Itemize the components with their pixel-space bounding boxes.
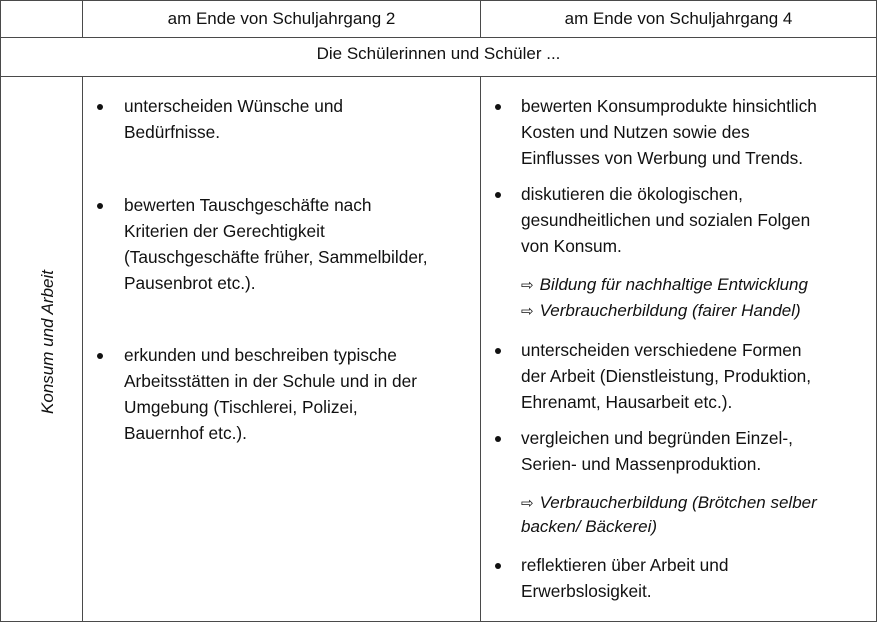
grade4-item-3-line-1: unterscheiden verschiedene Formen	[521, 340, 802, 360]
grade2-item-2-line-2: Kriterien der Gerechtigkeit	[124, 221, 325, 241]
grade4-item-1-line-2: Kosten und Nutzen sowie des	[521, 122, 750, 142]
grade4-item-5-line-2: Erwerbslosigkeit.	[521, 581, 652, 601]
bullet-icon	[495, 192, 501, 198]
header-divider	[0, 37, 877, 38]
grade4-item-1-line-3: Einflusses von Werbung und Trends.	[521, 148, 804, 168]
label-column-divider-lower	[82, 76, 83, 622]
cross-reference-text: Verbraucherbildung (fairer Handel)	[539, 301, 801, 320]
pupils-span-header: Die Schülerinnen und Schüler ...	[316, 44, 561, 63]
row-label-consumption-work: Konsum und Arbeit	[38, 270, 57, 414]
column-header-grade2: am Ende von Schuljahrgang 2	[167, 9, 396, 28]
bullet-icon	[495, 563, 501, 569]
span-header-divider	[0, 76, 877, 77]
cross-reference-2	[521, 298, 801, 325]
grade4-item-2-line-3: von Konsum.	[521, 236, 622, 256]
column-header-grade4: am Ende von Schuljahrgang 4	[564, 9, 793, 28]
cross-reference-text: Verbraucherbildung (Brötchen selber	[539, 493, 817, 512]
grade4-item-4-line-2: Serien- und Massenproduktion.	[521, 454, 762, 474]
grade2-item-1-line-1: unterscheiden Wünsche und	[124, 96, 344, 116]
grade4-item-4-line-1: vergleichen und begründen Einzel-,	[521, 428, 793, 448]
grade2-item-1-line-2: Bedürfnisse.	[124, 122, 221, 142]
cross-reference-text: backen/ Bäckerei)	[521, 517, 658, 536]
cross-reference-1	[521, 272, 808, 299]
table-border-left-lower	[0, 76, 1, 622]
grade2-item-2-line-1: bewerten Tauschgeschäfte nach	[124, 195, 372, 215]
grade4-item-2-line-1: diskutieren die ökologischen,	[521, 184, 743, 204]
right-arrow-icon: ⇨	[521, 277, 534, 294]
grade2-item-3-line-1: erkunden und beschreiben typische	[124, 345, 397, 365]
cross-reference-3-continued	[521, 514, 657, 540]
grade4-item-1-line-1: bewerten Konsumprodukte hinsichtlich	[521, 96, 817, 116]
grade2-item-2-line-4: Pausenbrot etc.).	[124, 273, 256, 293]
grade2-item-3-line-2: Arbeitsstätten in der Schule und in der	[124, 371, 417, 391]
right-arrow-icon: ⇨	[521, 495, 534, 512]
grade-column-divider-lower	[480, 76, 481, 622]
grade2-item-3-line-4: Bauernhof etc.).	[124, 423, 247, 443]
grade2-item-3-line-3: Umgebung (Tischlerei, Polizei,	[124, 397, 358, 417]
grade2-item-2-line-3: (Tauschgeschäfte früher, Sammelbilder,	[124, 247, 428, 267]
bullet-icon	[495, 104, 501, 110]
table-border-top	[0, 0, 877, 1]
table-border-left	[0, 0, 1, 38]
right-arrow-icon: ⇨	[521, 303, 534, 320]
grade4-item-2-line-2: gesundheitlichen und sozialen Folgen	[521, 210, 811, 230]
bullet-icon	[97, 353, 103, 359]
bullet-icon	[97, 104, 103, 110]
table-border-bottom	[0, 621, 877, 622]
bullet-icon	[97, 203, 103, 209]
cross-reference-text: Bildung für nachhaltige Entwicklung	[539, 275, 808, 294]
grade4-item-5-line-1: reflektieren über Arbeit und	[521, 555, 729, 575]
cross-reference-3	[521, 490, 817, 517]
bullet-icon	[495, 436, 501, 442]
bullet-icon	[495, 348, 501, 354]
grade4-item-3-line-3: Ehrenamt, Hausarbeit etc.).	[521, 392, 733, 412]
grade4-item-3-line-2: der Arbeit (Dienstleistung, Produktion,	[521, 366, 812, 386]
